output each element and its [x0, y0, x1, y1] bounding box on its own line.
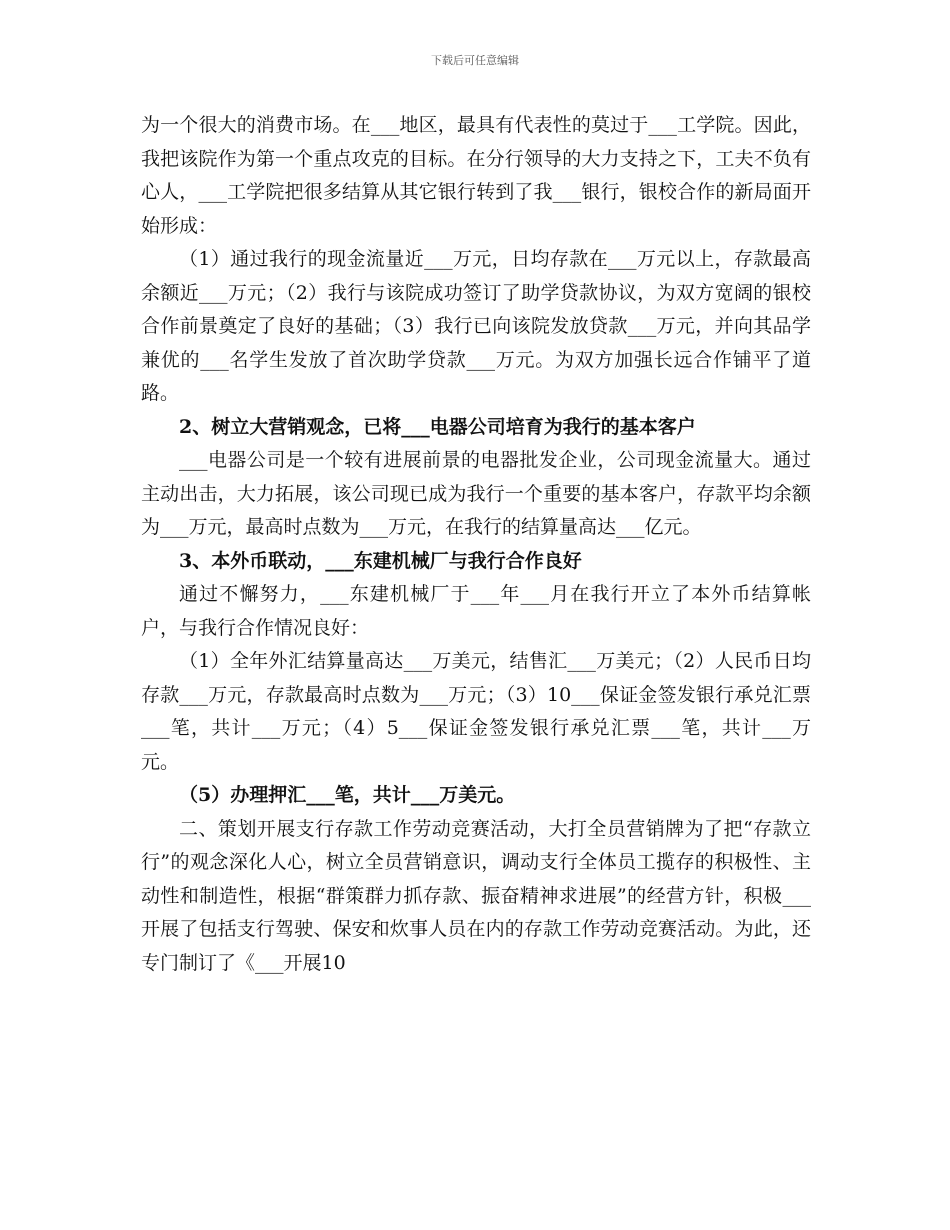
page-header: 下载后可任意编辑 — [431, 54, 519, 67]
heading-bills: （5）办理押汇___笔，共计___万美元。 — [179, 784, 516, 806]
paragraph-intro: 为一个很大的消费市场。在___地区，最具有代表性的莫过于___工学院。因此，我把该院作为第一个重点攻克的目标。在分行领导的大力支持之下，工夫不负有心人，___工学院把很多结算从其它银行转到了我___银行，银校合作的新局面开始形成： — [141, 114, 811, 237]
paragraph-college-results: （1）通过我行的现金流量近___万元，日均存款在___万元以上，存款最高余额近___万元；（2）我行与该院成功签订了助学贷款协议，为双方宽阔的银校合作前景奠定了良好的基础；（3）我行已向该院发放贷款___万元，并向其品学兼优的___名学生发放了首次助学贷款___万元。为双方加强长远合作铺平了道路。 — [141, 248, 811, 404]
paragraph-deposit-competition: 二、策划开展支行存款工作劳动竞赛活动，大打全员营销牌为了把“存款立行”的观念深化人心，树立全员营销意识，调动支行全体员工揽存的积极性、主动性和制造性，根据“群策群力抓存款、振奋精神求进展”的经营方针，积极___开展了包括支行驾驶、保安和炊事人员在内的存款工作劳动竞赛活动。为此，还专门制订了《___开展10 — [141, 817, 811, 974]
document-body — [141, 109, 811, 980]
paragraph-electrical-company: ___电器公司是一个较有进展前景的电器批发企业，公司现金流量大。通过主动出击，大力拓展，该公司现已成为我行一个重要的基本客户，存款平均余额为___万元，最高时点数为___万元，在我行的结算量高达___亿元。 — [141, 449, 811, 538]
heading-machinery-factory: 3、本外币联动，___东建机械厂与我行合作良好 — [179, 549, 582, 572]
paragraph-machinery-results: （1）全年外汇结算量高达___万美元，结售汇___万美元；（2）人民币日均存款___万元，存款最高时点数为___万元；（3）10___保证金签发银行承兑汇票___笔，共计___万元；（4）5___保证金签发银行承兑汇票___笔，共计___万元。 — [141, 650, 811, 773]
heading-electrical-company: 2、树立大营销观念，已将___电器公司培育为我行的基本客户 — [179, 415, 696, 438]
paragraph-machinery-factory: 通过不懈努力，___东建机械厂于___年___月在我行开立了本外币结算帐户，与我行合作情况良好： — [141, 583, 811, 639]
